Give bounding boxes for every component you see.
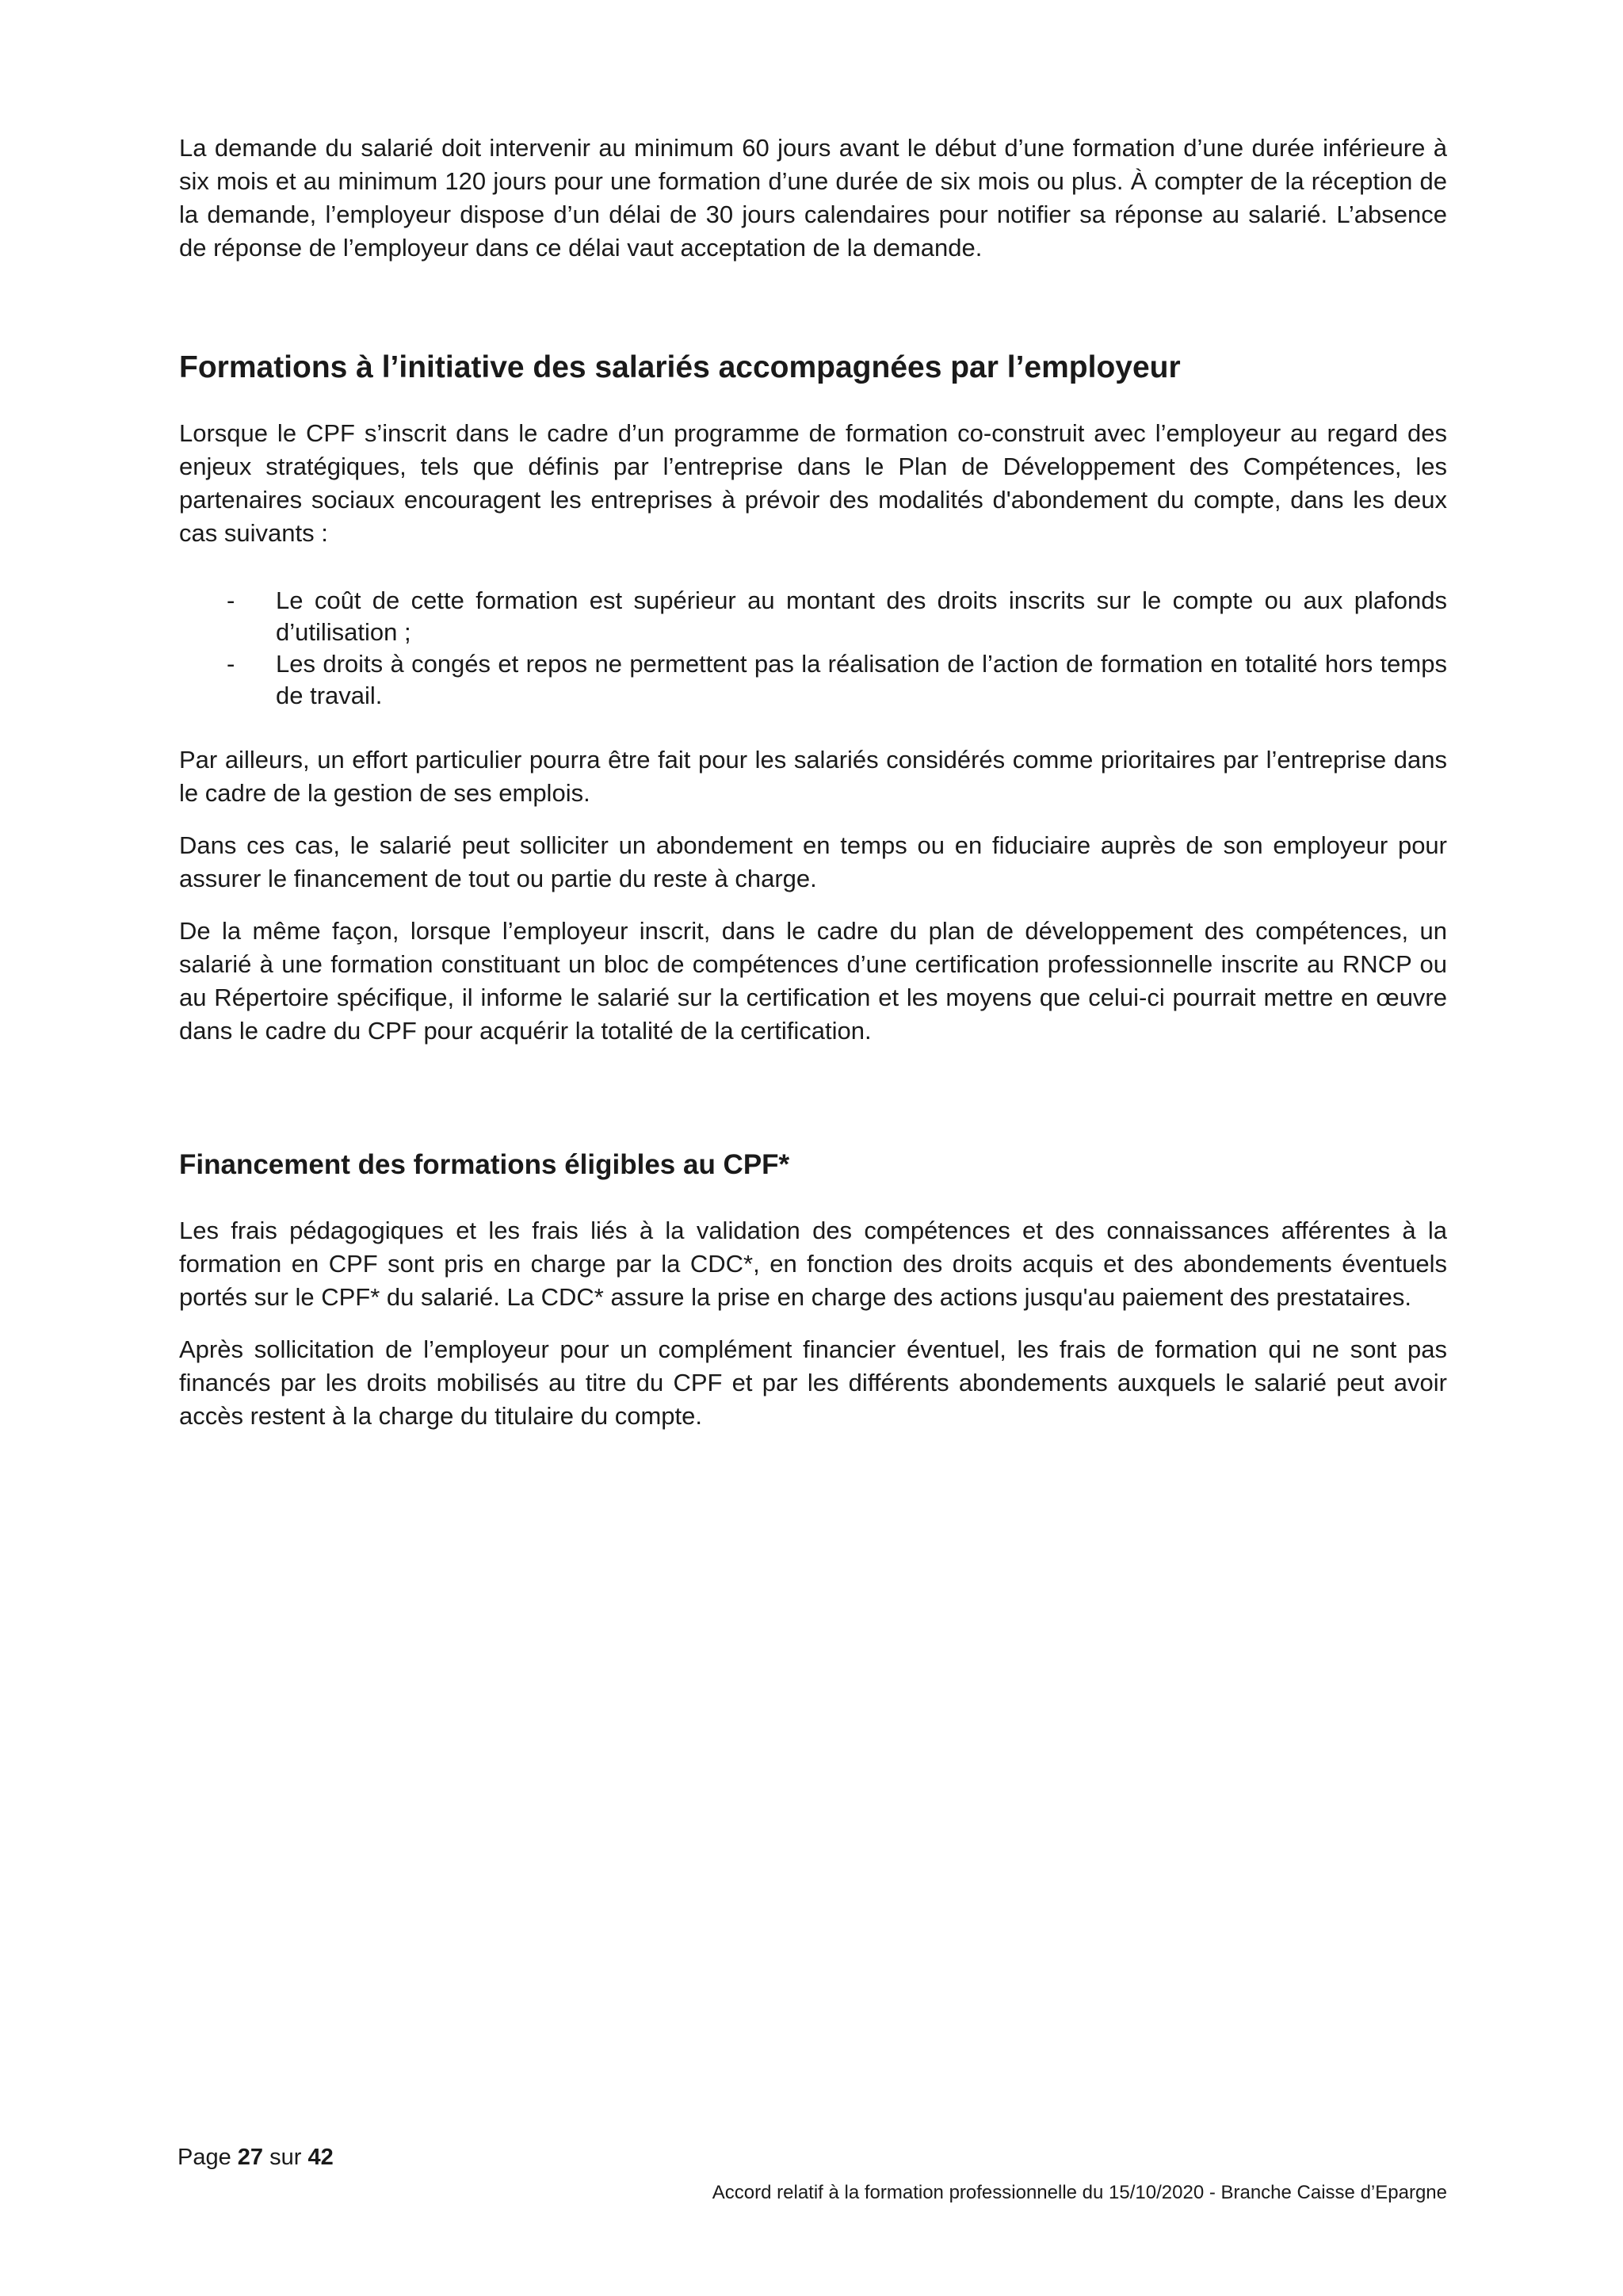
spacer <box>179 1184 1447 1214</box>
spacer <box>179 1067 1447 1146</box>
paragraph-cdc-funding: Les frais pédagogiques et les frais liés à la validation des compétences et des connaissances afférentes à la formation en CPF sont pris en charge par la CDC*, en fonction des droits acquis et des abondements éventuels portés sur le CPF* du salarié. La CDC* assure la prise en charge des actions jusqu'au paiement des prestataires. <box>179 1217 1447 1311</box>
section-heading-cpf-financing: Financement des formations éligibles au CPF* <box>179 1149 790 1180</box>
paragraph-remaining-costs: Après sollicitation de l’employeur pour un complément financier éventuel, les frais de formation qui ne sont pas financés par les droits mobilisés au titre du CPF et par les différents abondements auxquels le salarié peut avoir accès restent à la charge du titulaire du compte. <box>179 1335 1447 1430</box>
bullet-dash: - <box>227 586 235 614</box>
section-heading-employer-supported-training: Formations à l’initiative des salariés accompagnées par l’employeur <box>179 350 1181 384</box>
paragraph-abondement-request: Dans ces cas, le salarié peut solliciter un abondement en temps ou en fiduciaire auprès de son employeur pour assurer le financement de tout ou partie du reste à charge. <box>179 831 1447 892</box>
spacer <box>179 284 1447 349</box>
page-separator: sur <box>263 2145 308 2170</box>
spacer <box>179 387 1447 417</box>
paragraph-priority-employees: Par ailleurs, un effort particulier pourra être fait pour les salariés considérés comme prioritaires par l’entreprise dans le cadre de la gestion de ses emplois. <box>179 746 1447 807</box>
document-footer: Accord relatif à la formation professionnelle du 15/10/2020 - Branche Caisse d’Epargne <box>712 2182 1447 2203</box>
bullet-dash: - <box>227 650 235 678</box>
page-number <box>178 2143 334 2172</box>
bullet-list <box>179 585 1447 712</box>
page-prefix: Page <box>178 2145 238 2170</box>
current-page: 27 <box>237 2145 264 2170</box>
list-item-text: Les droits à congés et repos ne permettent pas la réalisation de l’action de formation en totalité hors temps de travail. <box>276 650 1447 709</box>
list-item <box>179 585 1447 648</box>
paragraph-request-deadline: La demande du salarié doit intervenir au minimum 60 jours avant le début d’une formation d’une durée inférieure à six mois et au minimum 120 jours pour une formation d’une durée de six mois ou plus. À compter de la réception de la demande, l’employeur dispose d’un délai de 30 jours calendaires pour notifier sa réponse au salarié. L’absence de réponse de l’employeur dans ce délai vaut acceptation de la demande. <box>179 134 1447 262</box>
page-content <box>179 132 1447 1452</box>
paragraph-certification-block: De la même façon, lorsque l’employeur inscrit, dans le cadre du plan de développement des compétences, un salarié à une formation constituant un bloc de compétences d’une certification professionnelle inscrite au RNCP ou au Répertoire spécifique, il informe le salarié sur la certification et les moyens que celui-ci pourrait mettre en œuvre dans le cadre du CPF pour acquérir la totalité de la certification. <box>179 917 1447 1045</box>
spacer <box>179 731 1447 743</box>
list-item <box>179 648 1447 712</box>
paragraph-cpf-coconstructed: Lorsque le CPF s’inscrit dans le cadre d’un programme de formation co-construit avec l’employeur au regard des enjeux stratégiques, tels que définis par l’entreprise dans le Plan de Développement des Compétences, les partenaires sociaux encouragent les entreprises à prévoir des modalités d'abondement du compte, dans les deux cas suivants : <box>179 419 1447 547</box>
total-pages: 42 <box>307 2145 334 2170</box>
list-item-text: Le coût de cette formation est supérieur au montant des droits inscrits sur le compte ou aux plafonds d’utilisation ; <box>276 586 1447 646</box>
